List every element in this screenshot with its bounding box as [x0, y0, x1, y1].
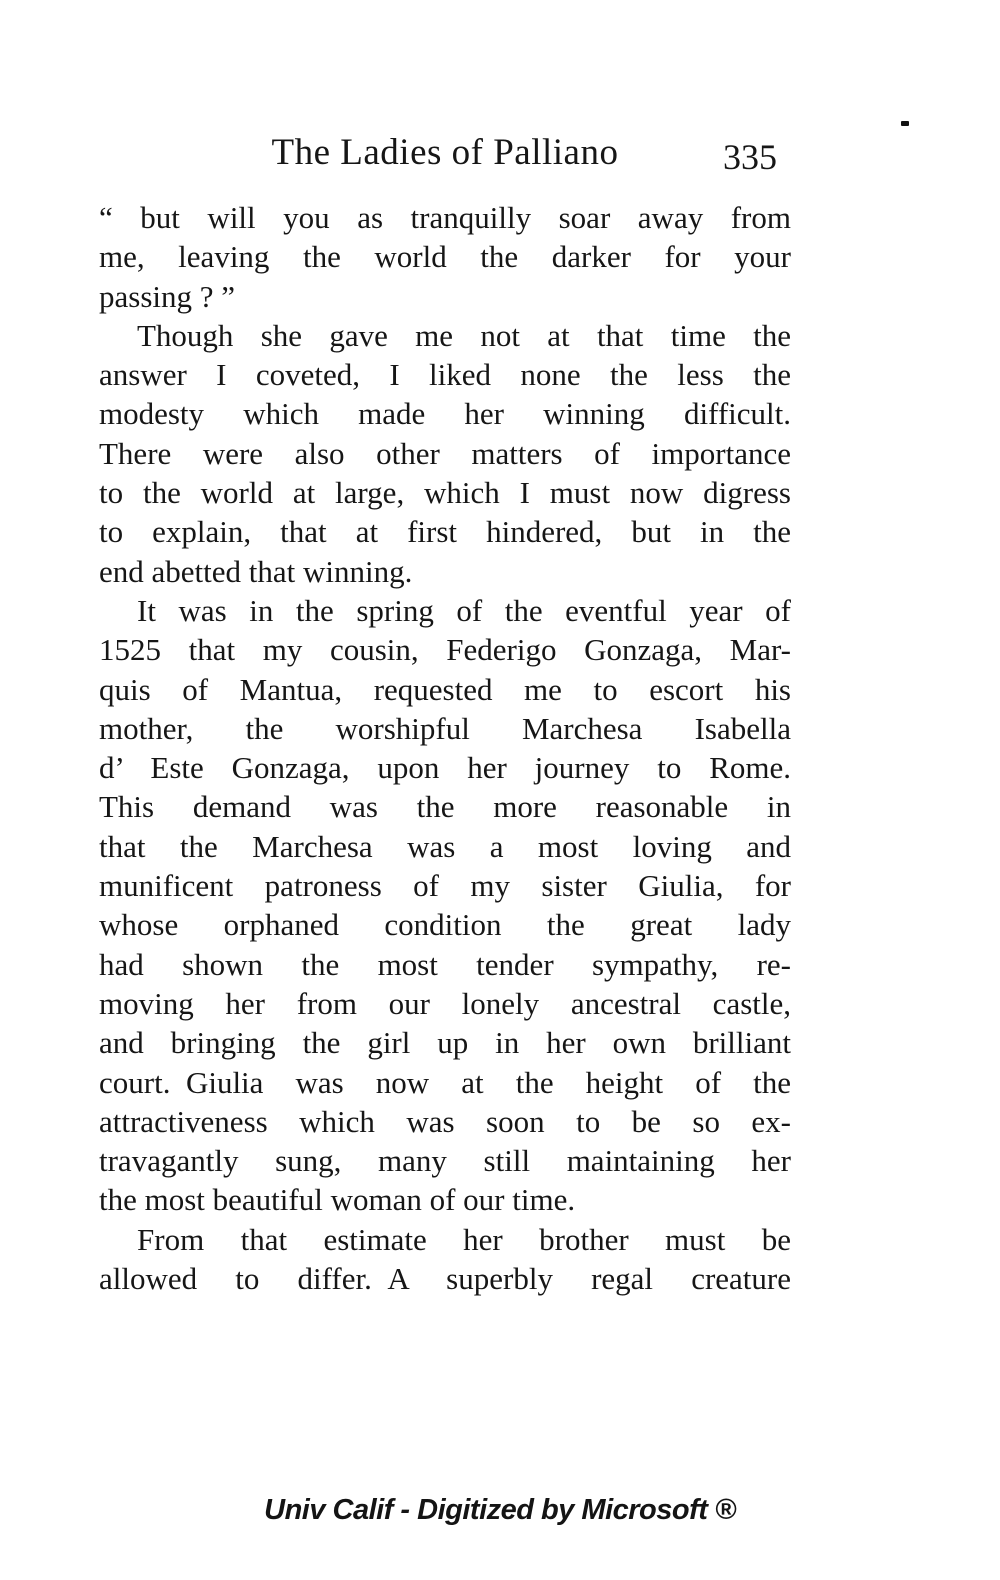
text-line: and bringing the girl up in her own brilliant	[99, 1025, 791, 1061]
text-line: answer I coveted, I liked none the less the	[99, 357, 791, 393]
text-line: that the Marchesa was a most loving and	[99, 828, 791, 864]
running-head	[99, 128, 791, 178]
text-line: This demand was the more reasonable in	[99, 789, 791, 825]
text-line: had shown the most tender sympathy, re-	[99, 946, 791, 982]
text-line: d’ Este Gonzaga, upon her journey to Rome.	[99, 750, 791, 786]
paragraph	[99, 198, 791, 316]
paragraph	[99, 1220, 791, 1299]
text-line: “ but will you as tranquilly soar away from	[99, 200, 791, 235]
text-line: Though she gave me not at that time the	[137, 317, 791, 353]
text-line: quis of Mantua, requested me to escort his	[99, 671, 791, 707]
text-line: modesty which made her winning difficult.	[99, 396, 791, 432]
text-line: It was in the spring of the eventful year of	[137, 592, 791, 628]
text-line: allowed to differ. A superbly regal creature	[99, 1261, 791, 1297]
text-line: mother, the worshipful Marchesa Isabella	[99, 710, 791, 746]
paragraph	[99, 316, 791, 591]
paragraph	[99, 591, 791, 1220]
page-number: 335	[723, 137, 777, 177]
text-line: attractiveness which was soon to be so ex-	[99, 1103, 791, 1139]
text-line: travagantly sung, many still maintaining her	[99, 1143, 791, 1179]
text-line: to the world at large, which I must now digress	[99, 475, 791, 511]
text-line: From that estimate her brother must be	[137, 1221, 791, 1257]
text-line: moving her from our lonely ancestral castle,	[99, 985, 791, 1021]
text-line: whose orphaned condition the great lady	[99, 907, 791, 943]
text-line: the most beautiful woman of our time.	[99, 1182, 576, 1218]
running-head-title: The Ladies of Palliano	[271, 132, 619, 173]
text-line: me, leaving the world the darker for your	[99, 239, 791, 275]
text-line: There were also other matters of importance	[99, 435, 791, 471]
page-body	[99, 198, 791, 1298]
text-line: to explain, that at first hindered, but in the	[99, 514, 791, 550]
text-line: 1525 that my cousin, Federigo Gonzaga, Mar-	[99, 632, 791, 668]
text-line: court. Giulia was now at the height of the	[99, 1064, 791, 1100]
text-line: end abetted that winning.	[99, 553, 413, 589]
digitization-stamp: Univ Calif - Digitized by Microsoft ®	[264, 1494, 736, 1526]
text-line: munificent patroness of my sister Giulia, for	[99, 868, 791, 904]
ink-speck-artifact	[901, 121, 909, 126]
text-line: passing ? ”	[99, 278, 236, 314]
